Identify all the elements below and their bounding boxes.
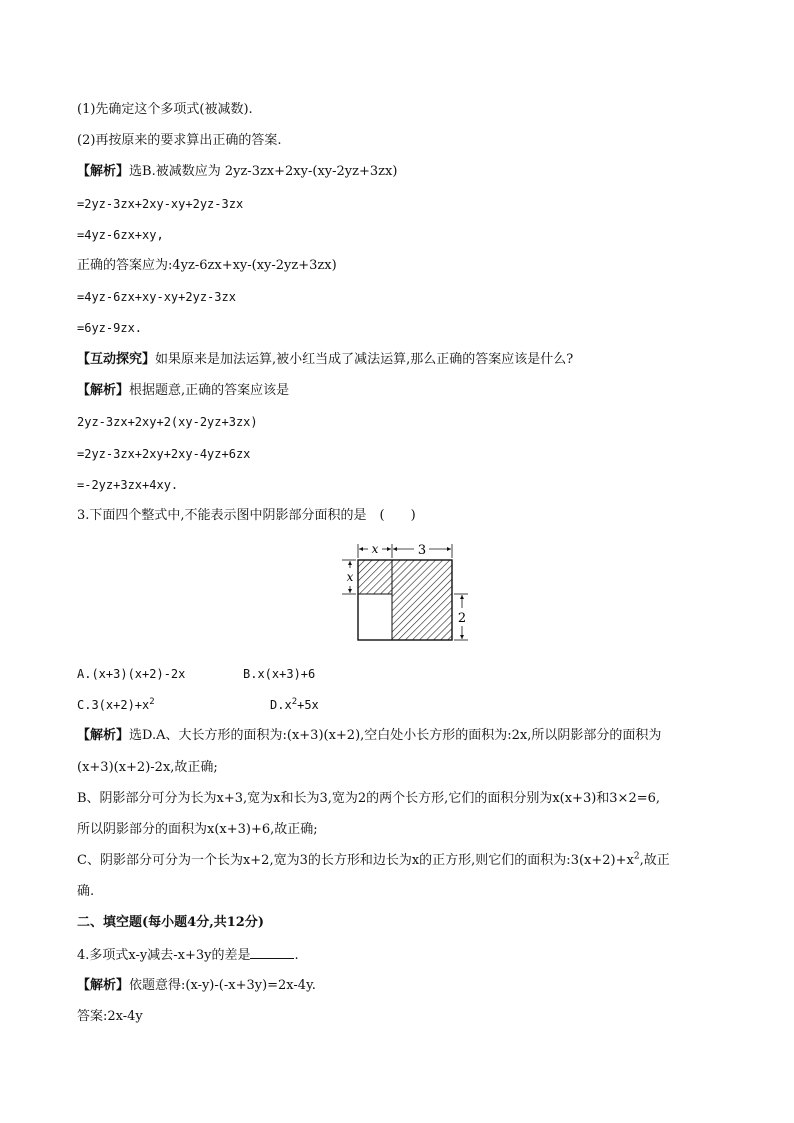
- analysis-continuation: (x+3)(x+2)-2x,故正确;: [77, 760, 218, 775]
- explore-tag: 【互动探究】: [77, 352, 156, 367]
- answer-line: 答案:2x-4y: [77, 1009, 143, 1024]
- label-x-left: x: [346, 570, 354, 584]
- analysis-b: B、阴影部分可分为长为x+3,宽为x和长为3,宽为2的两个长方形,它们的面积分别为x(x+3)和3×2=6,: [77, 791, 661, 806]
- analysis-b-cont: 所以阴影部分的面积为x(x+3)+6,故正确;: [77, 822, 318, 837]
- equation-line: =4yz-6zx+xy,: [77, 228, 164, 242]
- analysis-c-cont: 确.: [77, 884, 95, 899]
- analysis-text: 选B.被减数应为 2yz-3zx+2xy-(xy-2yz+3zx): [129, 164, 398, 179]
- shaded-right: [392, 560, 452, 640]
- analysis-line-3: [77, 728, 727, 744]
- interactive-explore-line: [77, 352, 727, 368]
- equation-line: 2yz-3zx+2xy+2(xy-2yz+3zx): [77, 415, 258, 429]
- label-2: 2: [457, 611, 467, 626]
- equation-line: =2yz-3zx+2xy-xy+2yz-3zx: [77, 197, 244, 211]
- label-3: 3: [417, 543, 427, 558]
- step-1-text: (1)先确定这个多项式(被减数).: [77, 102, 253, 117]
- question-4: 4.多项式x-y减去-x+3y的差是 .: [77, 948, 299, 963]
- question-3: 3.下面四个整式中,不能表示图中阴影部分面积的是 ( ): [77, 508, 416, 523]
- shaded-top-left: [358, 560, 392, 594]
- equation-line: =2yz-3zx+2xy+2xy-4yz+6zx: [77, 447, 251, 461]
- explore-text: 如果原来是加法运算,被小红当成了减法运算,那么正确的答案应该是什么?: [155, 352, 574, 367]
- label-x-top: x: [371, 542, 379, 556]
- equation-line: =4yz-6zx+xy-xy+2yz-3zx: [77, 290, 236, 304]
- equation-line: =-2yz+3zx+4xy.: [77, 478, 179, 492]
- option-d: $D.x^2+5x$: [270, 697, 319, 712]
- analysis-text: 选D.A、大长方形的面积为:(x+3)(x+2),空白处小长方形的面积为:2x,所以阴影部分的面积为: [129, 728, 662, 743]
- option-c: $C.3(x+2)+x^2$: [77, 697, 155, 712]
- analysis-line-1: [77, 164, 727, 180]
- area-figure: [330, 538, 470, 648]
- analysis-tag: 【解析】: [77, 164, 130, 179]
- step-2-text: (2)再按原来的要求算出正确的答案.: [77, 133, 282, 148]
- analysis-tag: 【解析】: [77, 383, 130, 398]
- analysis-line-2: [77, 383, 727, 399]
- analysis-text: 依题意得:(x-y)-(-x+3y)=2x-4y.: [129, 978, 316, 993]
- analysis-text: 根据题意,正确的答案应该是: [129, 383, 290, 398]
- analysis-tag: 【解析】: [77, 728, 130, 743]
- equation-line: =6yz-9zx.: [77, 321, 143, 335]
- blank-rect: [358, 594, 392, 640]
- analysis-line-4: [77, 978, 727, 994]
- correct-answer-line: 正确的答案应为:4yz-6zx+xy-(xy-2yz+3zx): [77, 258, 337, 273]
- analysis-c: C、阴影部分可分为一个长为x+2,宽为3的长方形和边长为x的正方形,则它们的面积为$:3(x+2)+x^2$,故正: [77, 851, 670, 868]
- option-b: B.x(x+3)+6: [243, 667, 316, 681]
- option-a: A.(x+3)(x+2)-2x: [77, 667, 186, 681]
- analysis-tag: 【解析】: [77, 978, 130, 993]
- section-heading: 二、填空题(每小题4分,共12分): [77, 915, 264, 930]
- answer-blank: [250, 946, 294, 959]
